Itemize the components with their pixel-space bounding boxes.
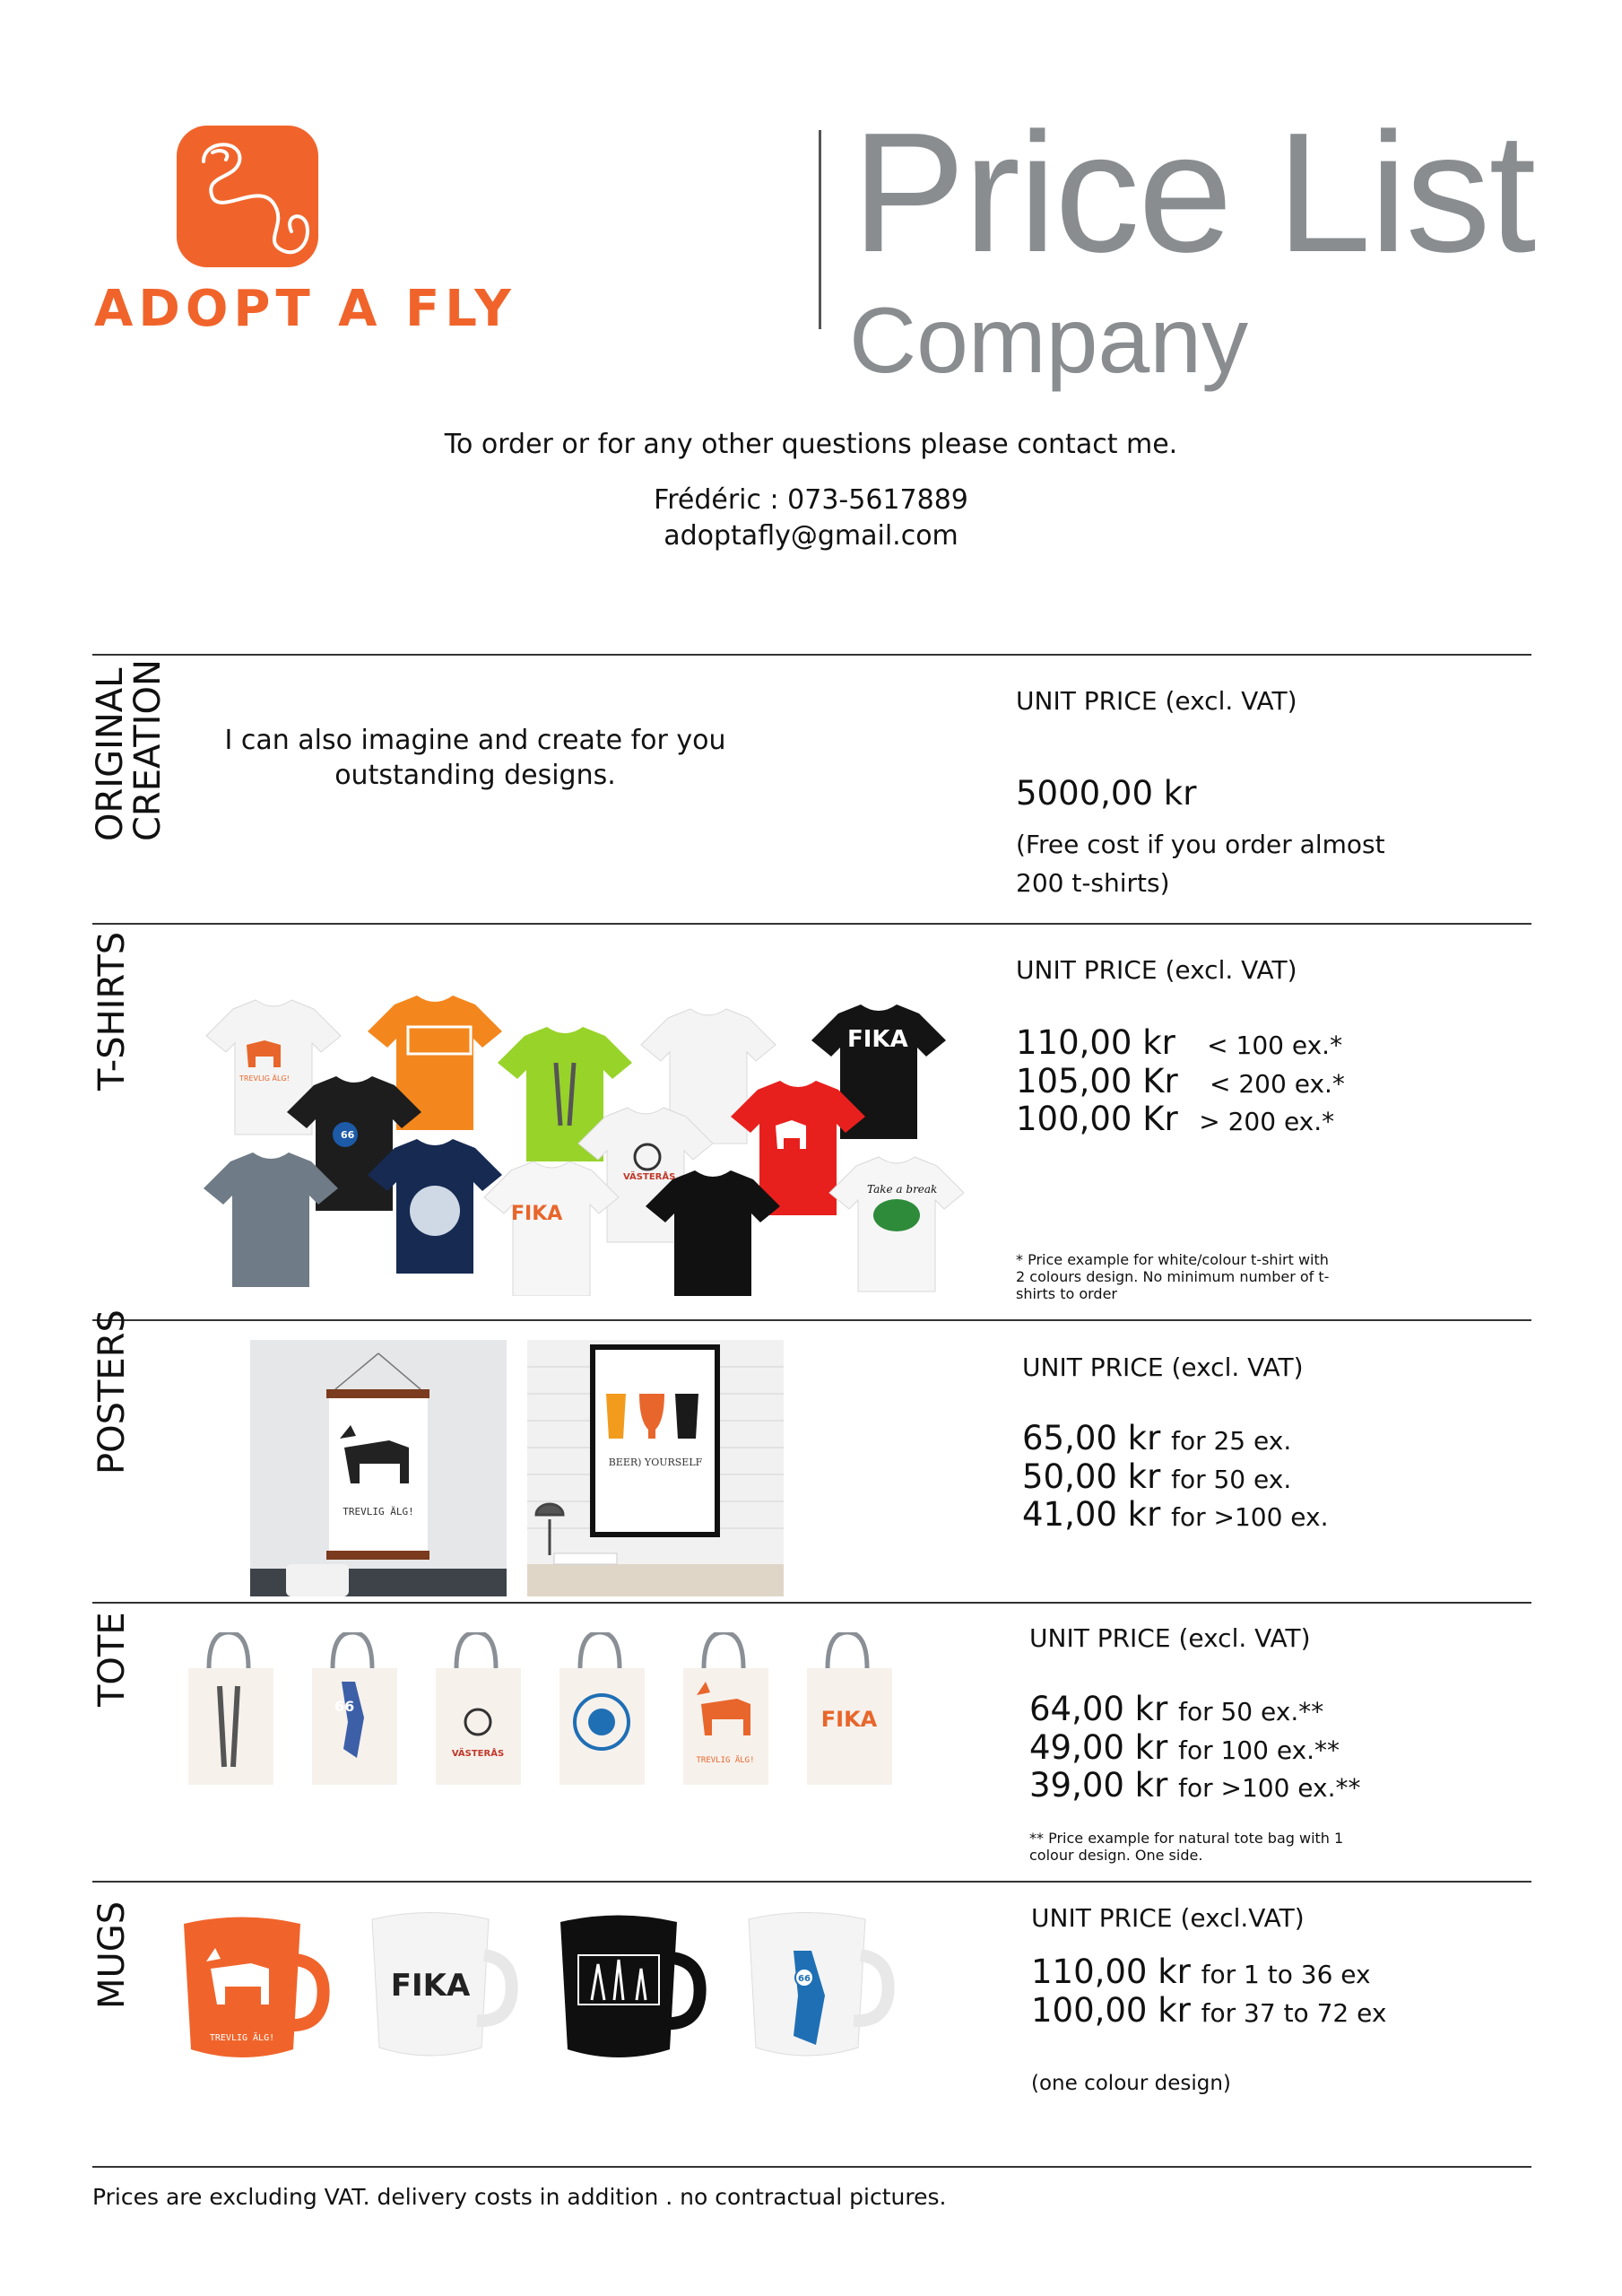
price-list <box>1016 1024 1345 1139</box>
trevlig-alg-print: TREVLIG ÄLG! <box>209 2033 275 2043</box>
contact-phone: Frédéric : 073-5617889 <box>654 484 968 516</box>
description-line1: I can also imagine and create for you <box>224 725 726 756</box>
tote-collage <box>184 1632 901 1794</box>
price-quantity: for 50 ex. <box>1171 1464 1292 1494</box>
contact-intro: To order or for any other questions please contact me. <box>444 429 1178 460</box>
page-subtitle: Company <box>849 289 1249 393</box>
price-row <box>1031 1992 1386 2031</box>
unit-price-label: UNIT PRICE (excl. VAT) <box>1029 1623 1311 1653</box>
price-footnote: (one colour design) <box>1031 2072 1231 2095</box>
mug-black <box>560 1916 700 2058</box>
divider <box>92 1319 1531 1321</box>
take-a-break-icon <box>873 1199 920 1231</box>
price-row <box>1029 1767 1361 1805</box>
section-title-line1: ORIGINAL <box>90 667 131 841</box>
unit-price-label: UNIT PRICE (excl. VAT) <box>1016 955 1297 985</box>
route-66-print: 66 <box>341 1129 355 1141</box>
price-quantity: for >100 ex.** <box>1178 1773 1361 1804</box>
tshirt-grey <box>204 1152 338 1287</box>
tshirt-gallery <box>202 991 964 1296</box>
divider <box>92 654 1531 656</box>
price-list <box>1031 1953 1386 2030</box>
price-row <box>1016 1063 1345 1101</box>
beer-glass-icon <box>606 1394 626 1439</box>
price-amount: 64,00 kr <box>1029 1690 1168 1728</box>
price-amount: 100,00 Kr <box>1016 1100 1178 1139</box>
price-quantity: for 1 to 36 ex <box>1201 1960 1371 1989</box>
divider <box>92 1881 1531 1883</box>
tote-bag <box>436 1632 521 1785</box>
footer-disclaimer: Prices are excluding VAT. delivery costs in addition . no contractual pictures. <box>92 2184 947 2210</box>
price-row <box>1031 1953 1386 1992</box>
section-title-original <box>91 659 167 841</box>
price-quantity: for >100 ex. <box>1171 1502 1329 1533</box>
brand-name: ADOPT A FLY <box>94 280 516 338</box>
route-66-print: 66 <box>334 1698 355 1715</box>
tshirt-collage <box>202 991 964 1296</box>
fika-print: FIKA <box>847 1026 908 1053</box>
price-amount: 110,00 kr <box>1016 1023 1175 1062</box>
poster-photo-moose <box>250 1340 507 1596</box>
price-row <box>1022 1420 1329 1458</box>
tote-gallery <box>184 1632 901 1794</box>
price-row <box>1022 1496 1329 1535</box>
trevlig-alg-print: TREVLIG ÄLG! <box>696 1756 755 1765</box>
logo-icon <box>177 126 318 267</box>
section-title-tshirts: T-SHIRTS <box>91 931 133 1091</box>
price-amount: 49,00 kr <box>1029 1727 1168 1767</box>
price-amount: 39,00 kr <box>1029 1766 1168 1805</box>
vasteras-print: VÄSTERÅS <box>451 1749 505 1759</box>
price-row <box>1016 1100 1345 1139</box>
price-amount: 65,00 kr <box>1022 1419 1161 1457</box>
price-quantity: for 50 ex.** <box>1178 1697 1324 1726</box>
page-title: Price List <box>852 98 1535 288</box>
divider <box>92 1602 1531 1604</box>
tote-bag <box>807 1632 892 1785</box>
poster-scene <box>250 1340 507 1596</box>
tote-bag <box>559 1632 645 1785</box>
price-note-line2: 200 t-shirts) <box>1016 868 1170 899</box>
fika-print: FIKA <box>390 1968 471 2004</box>
price-amount: 50,00 kr <box>1022 1457 1161 1496</box>
mug-white <box>749 1913 889 2057</box>
price-row <box>1029 1729 1361 1768</box>
header-divider <box>819 130 821 329</box>
tote-bag <box>312 1632 397 1785</box>
description-line2: outstanding designs. <box>334 760 616 791</box>
price-quantity: for 100 ex.** <box>1178 1735 1340 1765</box>
beer-glass-icon <box>675 1394 698 1439</box>
mug-collage <box>175 1906 928 2072</box>
price-row <box>1022 1458 1329 1497</box>
mug-white <box>372 1913 512 2057</box>
fika-print: FIKA <box>511 1203 563 1225</box>
price-amount: 105,00 Kr <box>1016 1061 1178 1100</box>
section-title-line2: CREATION <box>127 659 169 841</box>
price-quantity: < 100 ex.* <box>1207 1031 1343 1060</box>
divider <box>92 923 1531 925</box>
route-66-print: 66 <box>798 1974 811 1984</box>
poster-caption: TREVLIG ÄLG! <box>343 1506 414 1518</box>
price-row <box>1029 1691 1361 1729</box>
price-quantity: for 25 ex. <box>1171 1426 1292 1456</box>
price-list <box>1029 1691 1361 1805</box>
unit-price-label: UNIT PRICE (excl. VAT) <box>1022 1352 1304 1382</box>
price-list <box>1022 1420 1329 1535</box>
unit-price-label: UNIT PRICE (excl. VAT) <box>1016 686 1297 716</box>
price-note <box>1016 825 1385 903</box>
price-note-line1: (Free cost if you order almost <box>1016 830 1385 859</box>
globe-icon <box>410 1186 460 1236</box>
fly-icon <box>177 126 318 267</box>
contact-email[interactable]: adoptafly@gmail.com <box>664 520 958 552</box>
poster-photo-beer <box>527 1340 784 1596</box>
price-quantity: < 200 ex.* <box>1210 1068 1345 1099</box>
price-amount: 41,00 kr <box>1022 1495 1161 1535</box>
price-value: 5000,00 kr <box>1016 774 1197 813</box>
price-quantity: > 200 ex.* <box>1199 1107 1335 1137</box>
section-title-mugs: MUGS <box>91 1900 133 2009</box>
mug-orange <box>184 1918 324 2058</box>
price-footnote: ** Price example for natural tote bag with 1 colour design. One side. <box>1029 1830 1344 1865</box>
vasteras-print: VÄSTERÅS <box>623 1172 676 1182</box>
price-row <box>1016 1024 1345 1063</box>
mug-gallery <box>175 1906 928 2072</box>
poster-scene <box>527 1340 784 1596</box>
price-footnote: * Price example for white/colour t-shirt with 2 colours design. No minimum number of t-shirts to order <box>1016 1251 1330 1303</box>
fika-print: FIKA <box>820 1707 878 1732</box>
poster-caption: BEER) YOURSELF <box>608 1457 703 1468</box>
original-description <box>179 723 771 793</box>
take-a-break-print: Take a break <box>867 1183 938 1196</box>
tote-bag <box>188 1632 273 1785</box>
section-title-posters: POSTERS <box>91 1309 133 1474</box>
price-amount: 100,00 kr <box>1031 1990 1191 2030</box>
unit-price-label: UNIT PRICE (excl.VAT) <box>1031 1903 1305 1933</box>
trevlig-alg-print: TREVLIG ÄLG! <box>239 1074 290 1083</box>
price-amount: 110,00 kr <box>1031 1952 1191 1991</box>
tshirt-white <box>484 1161 619 1296</box>
price-quantity: for 37 to 72 ex <box>1201 1997 1387 2028</box>
tote-bag <box>683 1632 768 1785</box>
divider <box>92 2166 1531 2168</box>
section-title-tote: TOTE <box>91 1612 133 1707</box>
